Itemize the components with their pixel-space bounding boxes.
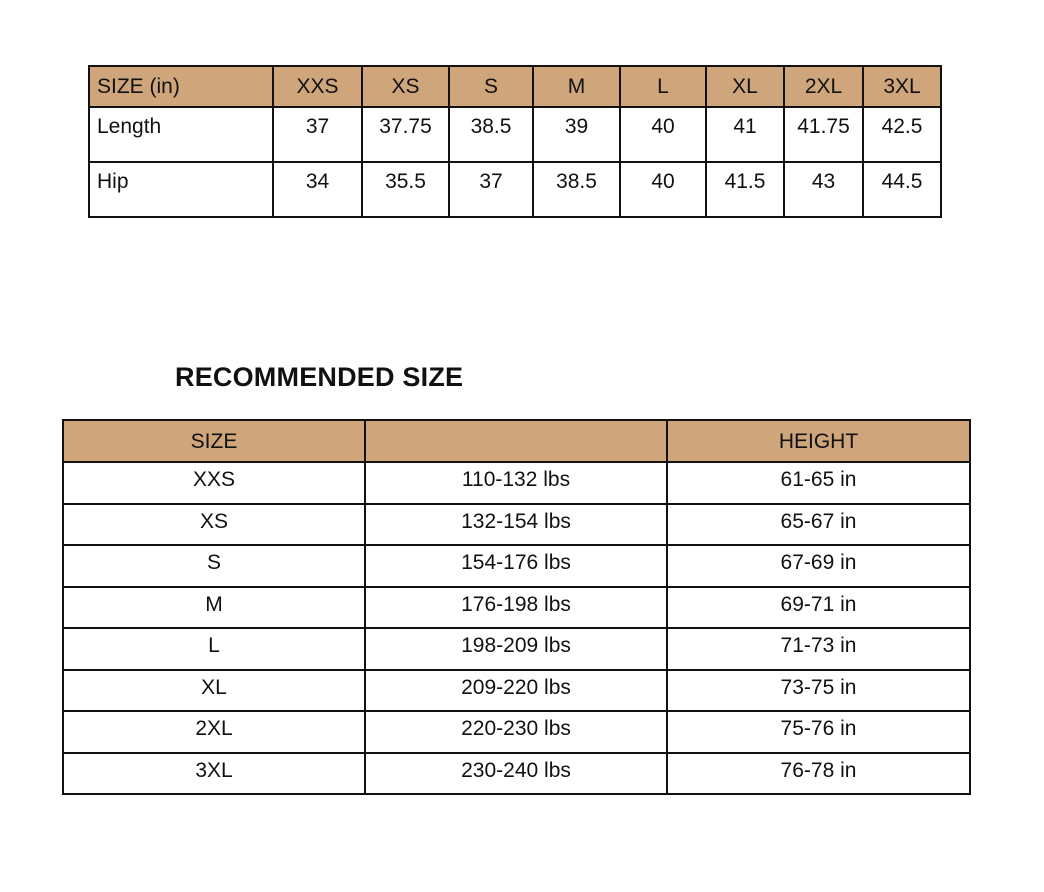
hip-s: 37 — [449, 162, 533, 217]
hip-xxs: 34 — [273, 162, 362, 217]
header-cell-s: S — [449, 66, 533, 107]
height-cell: 61-65 in — [667, 462, 970, 504]
header-cell-3xl: 3XL — [863, 66, 941, 107]
table-row — [63, 711, 970, 753]
header-cell-height: HEIGHT — [667, 420, 970, 462]
height-cell: 75-76 in — [667, 711, 970, 753]
weight-cell: 132-154 lbs — [365, 504, 667, 546]
length-xxs: 37 — [273, 107, 362, 162]
header-cell-l: L — [620, 66, 706, 107]
hip-m: 38.5 — [533, 162, 620, 217]
length-xs: 37.75 — [362, 107, 449, 162]
height-cell: 73-75 in — [667, 670, 970, 712]
weight-cell: 176-198 lbs — [365, 587, 667, 629]
height-cell: 67-69 in — [667, 545, 970, 587]
header-cell-2xl: 2XL — [784, 66, 863, 107]
height-cell: 65-67 in — [667, 504, 970, 546]
table-row — [63, 670, 970, 712]
header-cell-m: M — [533, 66, 620, 107]
size-cell: L — [63, 628, 365, 670]
size-cell: XXS — [63, 462, 365, 504]
length-l: 40 — [620, 107, 706, 162]
hip-2xl: 43 — [784, 162, 863, 217]
header-cell-size-in: SIZE (in) — [89, 66, 273, 107]
size-cell: XS — [63, 504, 365, 546]
hip-l: 40 — [620, 162, 706, 217]
length-m: 39 — [533, 107, 620, 162]
table-row — [63, 462, 970, 504]
length-xl: 41 — [706, 107, 784, 162]
recommended-size-title: RECOMMENDED SIZE — [175, 362, 464, 392]
measurement-row-hip — [89, 162, 941, 217]
weight-cell: 198-209 lbs — [365, 628, 667, 670]
hip-xs: 35.5 — [362, 162, 449, 217]
length-3xl: 42.5 — [863, 107, 941, 162]
weight-cell: 154-176 lbs — [365, 545, 667, 587]
measurement-header-row — [89, 66, 941, 107]
length-2xl: 41.75 — [784, 107, 863, 162]
table-row — [63, 753, 970, 795]
header-cell-xs: XS — [362, 66, 449, 107]
recommended-size-table — [62, 419, 971, 795]
hip-xl: 41.5 — [706, 162, 784, 217]
size-cell: 3XL — [63, 753, 365, 795]
size-cell: 2XL — [63, 711, 365, 753]
weight-cell: 220-230 lbs — [365, 711, 667, 753]
header-cell-weight — [365, 420, 667, 462]
size-measurement-table — [88, 65, 942, 218]
row-label-length: Length — [89, 107, 273, 162]
table-row — [63, 504, 970, 546]
size-cell: M — [63, 587, 365, 629]
size-cell: S — [63, 545, 365, 587]
size-cell: XL — [63, 670, 365, 712]
height-cell: 71-73 in — [667, 628, 970, 670]
measurement-row-length — [89, 107, 941, 162]
weight-cell: 110-132 lbs — [365, 462, 667, 504]
row-label-hip: Hip — [89, 162, 273, 217]
header-cell-size: SIZE — [63, 420, 365, 462]
hip-3xl: 44.5 — [863, 162, 941, 217]
table-row — [63, 587, 970, 629]
height-cell: 69-71 in — [667, 587, 970, 629]
recommended-header-row — [63, 420, 970, 462]
table-row — [63, 545, 970, 587]
header-cell-xl: XL — [706, 66, 784, 107]
header-cell-xxs: XXS — [273, 66, 362, 107]
weight-cell: 230-240 lbs — [365, 753, 667, 795]
table-row — [63, 628, 970, 670]
length-s: 38.5 — [449, 107, 533, 162]
height-cell: 76-78 in — [667, 753, 970, 795]
weight-cell: 209-220 lbs — [365, 670, 667, 712]
